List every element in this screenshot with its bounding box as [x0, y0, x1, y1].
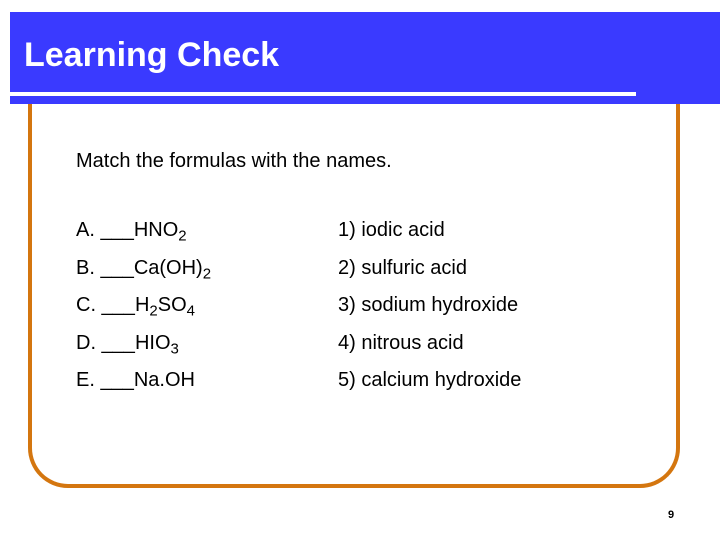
name-item: 4) nitrous acid [338, 331, 464, 354]
name-item: 1) iodic acid [338, 219, 445, 241]
name-item: 3) sodium hydroxide [338, 294, 519, 316]
title-underline [10, 92, 636, 96]
page-number: 9 [668, 509, 675, 521]
name-list [338, 218, 521, 406]
formula-item: A. $\_\_\_HNO_2$ [76, 219, 187, 245]
instruction-text: Match the formulas with the names. [76, 150, 392, 172]
formula-list [76, 218, 211, 406]
formula-item: C. $\_\_\_H_2SO_4$ [76, 294, 195, 320]
formula-item: E. ___Na.OH [76, 369, 195, 391]
name-item: 5) calcium hydroxide [338, 369, 522, 391]
title-bar [10, 12, 720, 104]
formula-item: D. $\_\_\_HIO_3$ [76, 331, 179, 357]
slide-title: Learning Check [24, 36, 280, 74]
name-item: 2) sulfuric acid [338, 256, 467, 279]
formula-item: B. $\_\_\_Ca(OH)_2$ [76, 256, 212, 282]
